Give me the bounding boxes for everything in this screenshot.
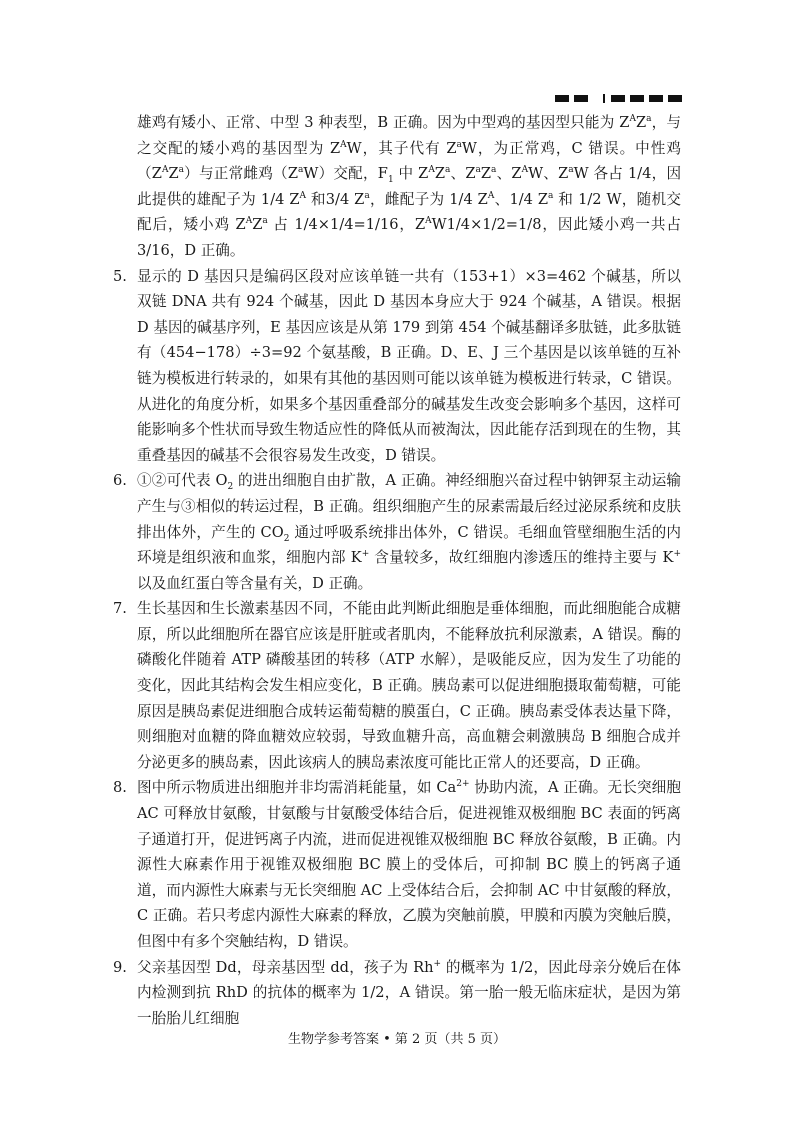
header-mark xyxy=(630,95,644,102)
header-mark xyxy=(611,95,625,102)
header-mark xyxy=(574,95,588,102)
answer-item-9: 9. 父亲基因型 Dd，母亲基因型 dd，孩子为 Rh+ 的概率为 1/2，因此母亲分娩后在体内检测到抗 RhD 的抗体的概率为 1/2，A 错误。第一胎一般无临床症状，是因为第一胎胎儿红细胞 xyxy=(113,955,681,1032)
item-number: 6. xyxy=(113,472,127,490)
item-text: 显示的 D 基因只是编码区段对应该单链一共有（153+1）×3=462 个碱基，所以双链 DNA 共有 924 个碱基，因此 D 基因本身应大于 924 个碱基，A 错误。根据 D 基因的碱基序列，E 基因应该是从第 179 到第 454 个碱基翻译多肽链，此多肽链有（454−178）÷3=92 个氨基酸，B 正确。D、E、J 三个基因是以该单链的互补链为模板进行转录的，如果有其他的基因则可能以该单链为模板进行转录，C 错误。从进化的角度分析，如果多个基因重叠部分的碱基发生改变会影响多个基因，这样可能影响多个性状而导致生物适应性的降低从而被淘汰，因此能存活到现在的生物，其重叠基因的碱基不会很容易发生改变，D 错误。 xyxy=(137,267,681,464)
header-mark xyxy=(668,95,682,102)
header-mark-thin xyxy=(603,94,605,103)
item-4-continuation: 雄鸡有矮小、正常、中型 3 种表型，B 正确。因为中型鸡的基因型只能为 $Z^AZ^a$，与之交配的矮小鸡的基因型为 $Z^AW$，其子代有 $Z^aW$，为正常鸡，C 错误。中性鸡$(Z^AZ^a)$与正常雌鸡$(Z^aW)$交配，$F_1$ 中 $Z^AZ^a$、$Z^aZ^a$、$Z^AW$、$Z^aW$ 各占 1/4，因此提供的雄配子为 1/4 $Z^A$ 和3/4 $Z^a$，雌配子为 1/4 $Z^A$、1/4 $Z^a$ 和 1/2 W，随机交配后，矮小鸡 $Z^AZ^a$ 占 1/4×1/4=1/16，$Z^AW1/4\times 1/2=1/8$，因此矮小鸡一共占 3/16，D 正确。 xyxy=(137,114,682,259)
header-marks xyxy=(555,94,682,103)
answer-item-7 xyxy=(113,596,681,775)
answer-item-5 xyxy=(113,264,681,469)
header-mark xyxy=(555,95,569,102)
answer-item-6: 6. ①②可代表 $O_2$ 的进出细胞自由扩散，A 正确。神经细胞兴奋过程中钠钾泵主动运输产生与③相似的转运过程，B 正确。组织细胞产生的尿素需最后经过泌尿系统和皮肤排出体外，产生的 $CO_2$ 通过呼吸系统排出体外，C 错误。毛细血管壁细胞生活的内环境是组织液和血浆，细胞内部 K+ 含量较多，故红细胞内渗透压的维持主要与 K+ 以及血红蛋白等含量有关，D 正确。 xyxy=(113,468,681,596)
header-mark xyxy=(649,95,663,102)
page-footer: 生物学参考答案 • 第 2 页（共 5 页） xyxy=(287,1032,506,1047)
item-number: 7. xyxy=(113,600,127,618)
item-text: 生长基因和生长激素基因不同，不能由此判断此细胞是垂体细胞，而此细胞能合成糖原，所以此细胞所在器官应该是肝脏或者肌肉，不能释放抗利尿激素，A 错误。酶的磷酸化伴随着 ATP 磷酸基团的转移（ATP 水解），是吸能反应，因为发生了功能的变化，因此其结构会发生相应变化，B 正确。胰岛素可以促进细胞摄取葡萄糖，可能原因是胰岛素促进细胞合成转运葡萄糖的膜蛋白，C 正确。胰岛素受体表达量下降，则细胞对血糖的降血糖效应较弱，导致血糖升高，高血糖会刺激胰岛 B 细胞合成并分泌更多的胰岛素，因此该病人的胰岛素浓度可能比正常人的还要高，D 正确。 xyxy=(137,600,681,771)
item-number: 5. xyxy=(113,267,127,285)
item-number: 8. xyxy=(113,779,127,797)
item-number: 9. xyxy=(113,958,127,976)
answer-content xyxy=(113,110,681,1031)
answer-item-8: 8. 图中所示物质进出细胞并非均需消耗能量，如 $Ca^{2+}$ 协助内流，A 正确。无长突细胞 AC 可释放甘氨酸，甘氨酸与甘氨酸受体结合后，促进视锥双极细胞 BC 表面的钙离子通道打开，促进钙离子内流，进而促进视锥双极细胞 BC 释放谷氨酸，B 正确。内源性大麻素作用于视锥双极细胞 BC 膜上的受体后，可抑制 BC 膜上的钙离子通道，而内源性大麻素与无长突细胞 AC 上受体结合后，会抑制 AC 中甘氨酸的释放，C 正确。若只考虑内源性大麻素的释放，乙膜为突触前膜，甲膜和丙膜为突触后膜，但图中有多个突触结构，D 错误。 xyxy=(113,775,681,954)
